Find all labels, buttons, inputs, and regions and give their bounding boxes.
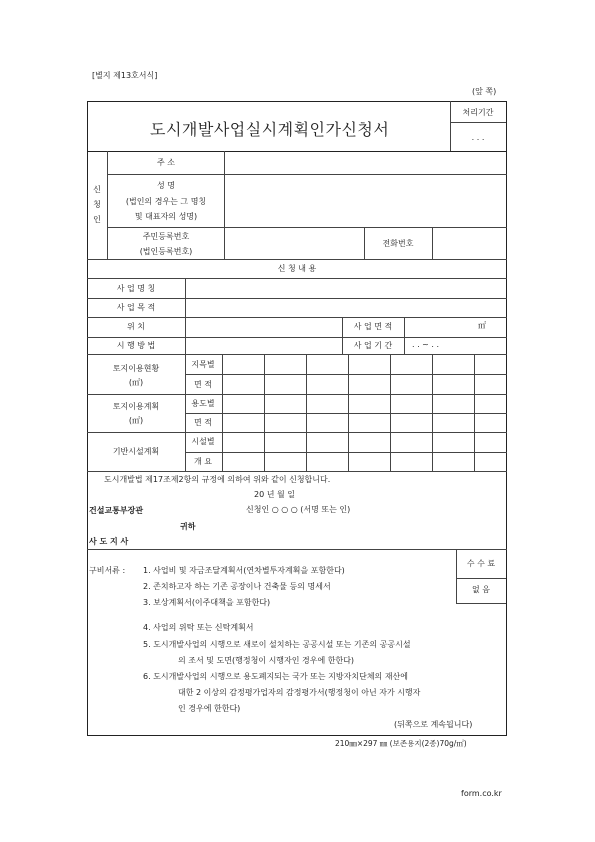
project-purpose-label: 사 업 목 적 [116,303,156,312]
location-label: 위 치 [127,322,145,331]
corporate-registration-label: (법인등록번호) [139,247,193,256]
document-item: 3. 보상계획서(이주대책을 포함한다) [143,598,271,607]
applicant-label-2: 청 [93,200,101,209]
land-status-area: 면 적 [194,380,212,389]
infra-label: 기반시설계획 [112,447,160,456]
fee-value: 없 음 [472,585,490,594]
grid-row-4 [87,432,507,433]
phone-divider-right [432,227,433,259]
documents-label: 구비서류 : [89,566,126,575]
document-item: 6. 도시개발사업의 시행으로 용도폐지되는 국가 또는 지방자치단체의 재산에 [143,672,408,681]
document-item-continued: 의 조서 및 도면(행정청이 시행자인 경우에 한한다) [178,656,355,665]
line-after-project-name [87,298,507,299]
project-name-label: 사 업 명 칭 [116,284,156,293]
land-plan-use: 용도별 [191,399,215,408]
document-item: 2. 존치하고자 하는 기존 공장이나 건축물 등의 명세서 [143,582,331,591]
declaration-applicant: 신청인 ○ ○ ○ (서명 또는 인) [246,505,351,514]
document-item-continued: 대한 2 이상의 감정평가업자의 감정평가서(행정청이 아닌 자가 시행자 [178,688,421,697]
grid-row-1 [185,374,507,375]
phone-label: 전화번호 [382,239,414,248]
line-after-content-header [87,278,507,279]
processing-divider [450,101,451,151]
processing-line [450,122,506,123]
land-status-unit: (㎡) [128,378,144,387]
recipient-minister: 건설교통부장관 [89,506,144,515]
fee-line [456,578,506,579]
registration-number-label: 주민등록번호 [142,232,190,241]
land-plan-unit: (㎡) [128,416,144,425]
line-after-location [87,337,507,338]
form-number: [별지 제13호서식] [92,71,158,80]
fee-label: 수 수 료 [466,559,496,568]
title-bottom-line [87,151,507,152]
document-item-continued: 인 경우에 한한다) [178,704,241,713]
land-status-category: 지목별 [191,360,215,369]
fee-divider [456,549,457,604]
frame-top [87,101,507,102]
declaration-statement: 도시개발법 제17조제2항의 규정에 의하여 위와 같이 신청합니다. [104,475,331,484]
recipient-honorific: 귀하 [180,522,196,531]
frame-bottom [87,735,507,736]
applicant-label-divider [224,151,225,259]
area-unit: ㎡ [478,321,486,330]
grid-row-3 [185,413,507,414]
line-after-name [107,227,507,228]
form-title: 도시개발사업실시계획인가신청서 [150,120,390,139]
recipient-governor: 사 도 지 사 [89,537,129,546]
phone-divider-left [364,227,365,259]
frame-left [87,101,88,736]
name-note-1: (법인의 경우는 그 명칭 [125,197,207,206]
applicant-label-1: 신 [93,185,101,194]
line-after-method [87,354,507,355]
source-site: form.co.kr [461,789,502,798]
grid-row-2 [87,394,507,395]
applicant-label-3: 인 [93,215,101,224]
name-note-2: 및 대표자의 성명) [134,212,198,221]
project-period-label: 사 업 기 간 [353,341,393,350]
address-label: 주 소 [157,158,175,167]
method-label: 시 행 방 법 [116,341,156,350]
content-header: 신 청 내 용 [277,264,317,273]
project-period-value: . . ~ . . [412,340,440,349]
area-divider-left [342,317,343,354]
paper-spec: 210㎜×297 ㎜ (보존용지(2종)70g/㎡) [335,739,467,748]
line-after-declaration [87,549,507,550]
infra-facility: 시설별 [191,437,215,446]
applicant-group-divider [107,151,108,259]
document-item: 5. 도시개발사업의 시행으로 새로이 설치하는 공공시설 또는 기존의 공공시설 [143,640,411,649]
name-label: 성 명 [157,181,175,190]
land-plan-area: 면 적 [194,418,212,427]
continued-note: (뒤쪽으로 계속됩니다) [394,720,473,729]
declaration-date: 20 년 월 일 [254,490,295,499]
area-divider-right [404,317,405,354]
project-area-label: 사 업 면 적 [353,322,393,331]
page-side-label: (앞 쪽) [472,87,497,96]
processing-period-label: 처리기간 [462,108,494,117]
line-after-purpose [87,317,507,318]
processing-period-value: . . . [471,133,485,142]
land-status-label: 토지이용현황 [112,364,160,373]
frame-right [506,101,507,736]
document-item: 1. 사업비 및 자금조달계획서(연차별투자계획을 포함한다) [143,566,345,575]
fee-bottom [456,603,506,604]
document-item: 4. 사업의 위탁 또는 신탁계획서 [143,623,254,632]
land-plan-label: 토지이용계획 [112,402,160,411]
line-after-infra [87,471,507,472]
grid-row-5 [185,452,507,453]
line-after-applicant [87,259,507,260]
infra-summary: 개 요 [194,457,212,466]
line-after-address [107,174,507,175]
